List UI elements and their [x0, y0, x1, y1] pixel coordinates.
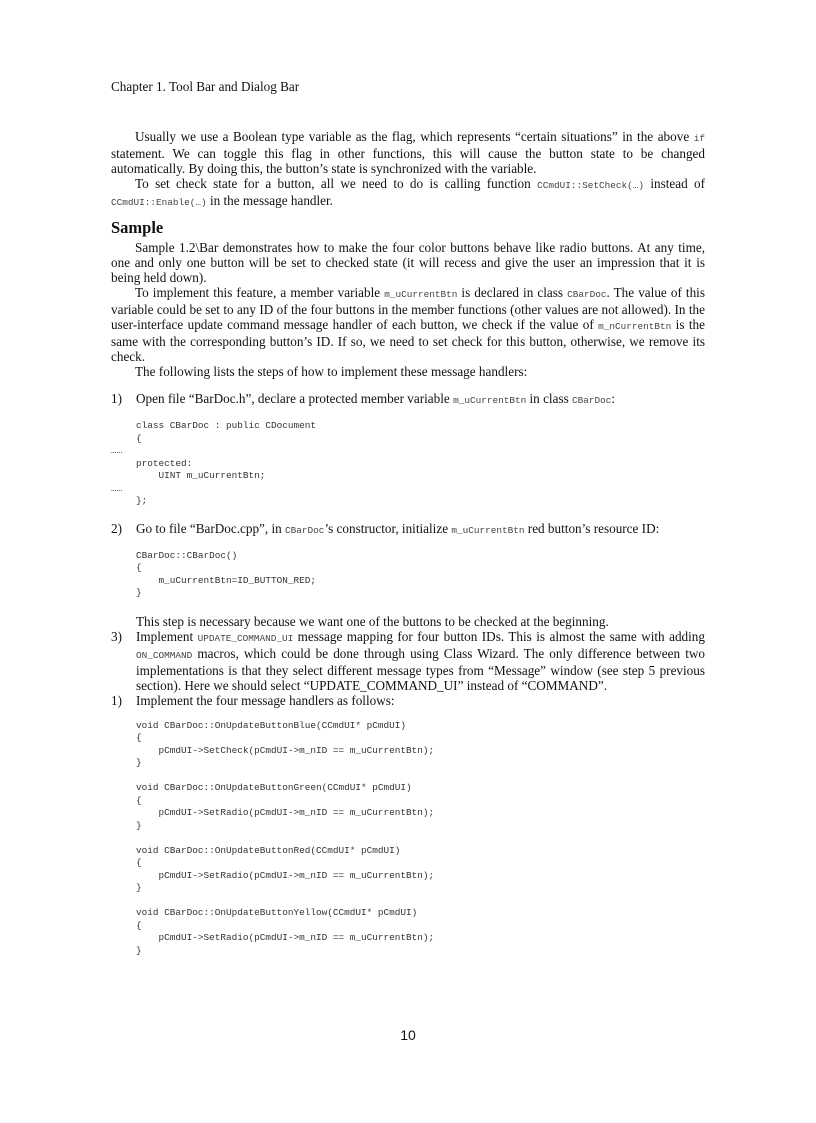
text-span: Usually we use a Boolean type variable as the flag, which represents “certain situations” in the above — [135, 129, 694, 144]
code-block-bardoc-h — [111, 420, 705, 508]
ellipsis-marker: …… — [111, 445, 123, 456]
text-span: in class — [526, 391, 573, 406]
code-line: { — [136, 432, 142, 444]
page-content — [111, 129, 705, 957]
text-span: ’s constructor, initialize — [324, 520, 452, 536]
inline-code: if — [693, 133, 705, 144]
inline-code: CCmdUI::SetCheck(…) — [537, 180, 644, 191]
text-span: Implement — [136, 628, 198, 644]
ellipsis-marker: …… — [111, 482, 123, 494]
code-line: }; — [136, 495, 148, 506]
text-span: Go to file “BarDoc.cpp”, in — [136, 520, 286, 536]
text-span: in the message handler. — [206, 193, 333, 208]
sample-paragraph-1: Sample 1.2\Bar demonstrates how to make the four color buttons behave like radio buttons. At any time, one and only one button will be set to checked state (it will recess and give the user an impression that it is being held down). — [111, 240, 705, 285]
inline-code: ON_COMMAND — [136, 649, 193, 661]
code-line: class CBarDoc : public CDocument — [136, 420, 317, 431]
code-line: protected: — [136, 457, 193, 469]
inline-code: CCmdUI::Enable(…) — [111, 197, 207, 208]
step-text: Implement the four message handlers as follows: — [136, 692, 395, 708]
step-2-note: This step is necessary because we want one of the buttons to be checked at the beginning. — [136, 613, 609, 629]
step-4 — [111, 693, 705, 708]
intro-paragraph-1 — [111, 129, 705, 176]
step-number: 1) — [111, 391, 122, 406]
step-number: 3) — [111, 628, 122, 644]
text-span: statement. We can toggle this flag in other functions, this will cause the button state to be changed automatically. By doing this, the button’s state is synchronized with the variable. — [111, 146, 705, 176]
step-2 — [111, 521, 705, 538]
inline-code: m_nCurrentBtn — [598, 321, 672, 332]
inline-code: m_uCurrentBtn — [453, 395, 527, 406]
intro-paragraph-2 — [111, 176, 705, 210]
inline-code: CBarDoc — [285, 524, 325, 536]
text-span: . The value of this variable could be set to any ID of the four buttons in the member functions (other values are not allowed). In the user-interface update command message handler of each button, we check if the value of — [111, 285, 705, 332]
step-3 — [111, 629, 705, 693]
step-1 — [111, 391, 705, 408]
running-header: Chapter 1. Tool Bar and Dialog Bar — [111, 79, 300, 94]
text-span: message mapping for four button IDs. This is almost the same with adding — [293, 628, 705, 644]
inline-code: m_uCurrentBtn — [384, 289, 458, 300]
step-text — [136, 629, 705, 693]
step-number: 2) — [111, 520, 122, 536]
sample-paragraph-2 — [111, 285, 705, 364]
text-span: To set check state for a button, all we need to do is calling function — [135, 176, 538, 191]
text-span: macros, which could be done through using Class Wizard. The only difference between two implementations is that they select different message types from “Message” window (see step 5 previous section). Here we should select “UPDATE_COMMAND_UI” instead of “COMMAND”. — [136, 645, 705, 693]
text-span: : — [611, 391, 616, 406]
sample-paragraph-3: The following lists the steps of how to implement these message handlers: — [135, 364, 528, 379]
inline-code: m_uCurrentBtn — [451, 524, 525, 536]
step-number: 1) — [111, 692, 122, 708]
inline-code: CBarDoc — [567, 289, 607, 300]
inline-code: CBarDoc — [572, 395, 612, 406]
inline-code: UPDATE_COMMAND_UI — [197, 632, 294, 644]
step-text — [136, 521, 705, 538]
code-line: UINT m_uCurrentBtn; — [136, 470, 266, 481]
page-number: 10 — [400, 1027, 416, 1043]
text-span: instead of — [644, 176, 706, 191]
text-span: To implement this feature, a member variable — [135, 285, 385, 300]
text-span: Open file “BarDoc.h”, declare a protected member variable — [136, 391, 454, 406]
code-block-constructor: CBarDoc::CBarDoc() { m_uCurrentBtn=ID_BUTTON_RED; } — [136, 549, 317, 598]
text-span: red button’s resource ID: — [524, 520, 660, 536]
text-span: is declared in class — [457, 285, 568, 300]
text-span: is the same with the corresponding button’s ID. If so, we need to set check for this button, otherwise, we remove its check. — [111, 317, 705, 364]
code-block-handlers: void CBarDoc::OnUpdateButtonBlue(CCmdUI* pCmdUI) { pCmdUI->SetCheck(pCmdUI->m_nID == m_uCurrentBtn); } void CBarDoc::OnUpdateButtonGreen(CCmdUI* pCmdUI) { pCmdUI->SetRadio(pCmdUI->m_nID == m_uCurrentBtn); } void CBarDoc::OnUpdateButtonRed(CCmdUI* pCmdUI) { pCmdUI->SetRadio(pCmdUI->m_nID == m_uCurrentBtn); } void CBarDoc::OnUpdateButtonYellow(CCmdUI* pCmdUI) { pCmdUI->SetRadio(pCmdUI->m_nID == m_uCurrentBtn); } — [136, 719, 435, 956]
step-text — [136, 391, 705, 408]
section-heading-sample: Sample — [111, 218, 164, 237]
